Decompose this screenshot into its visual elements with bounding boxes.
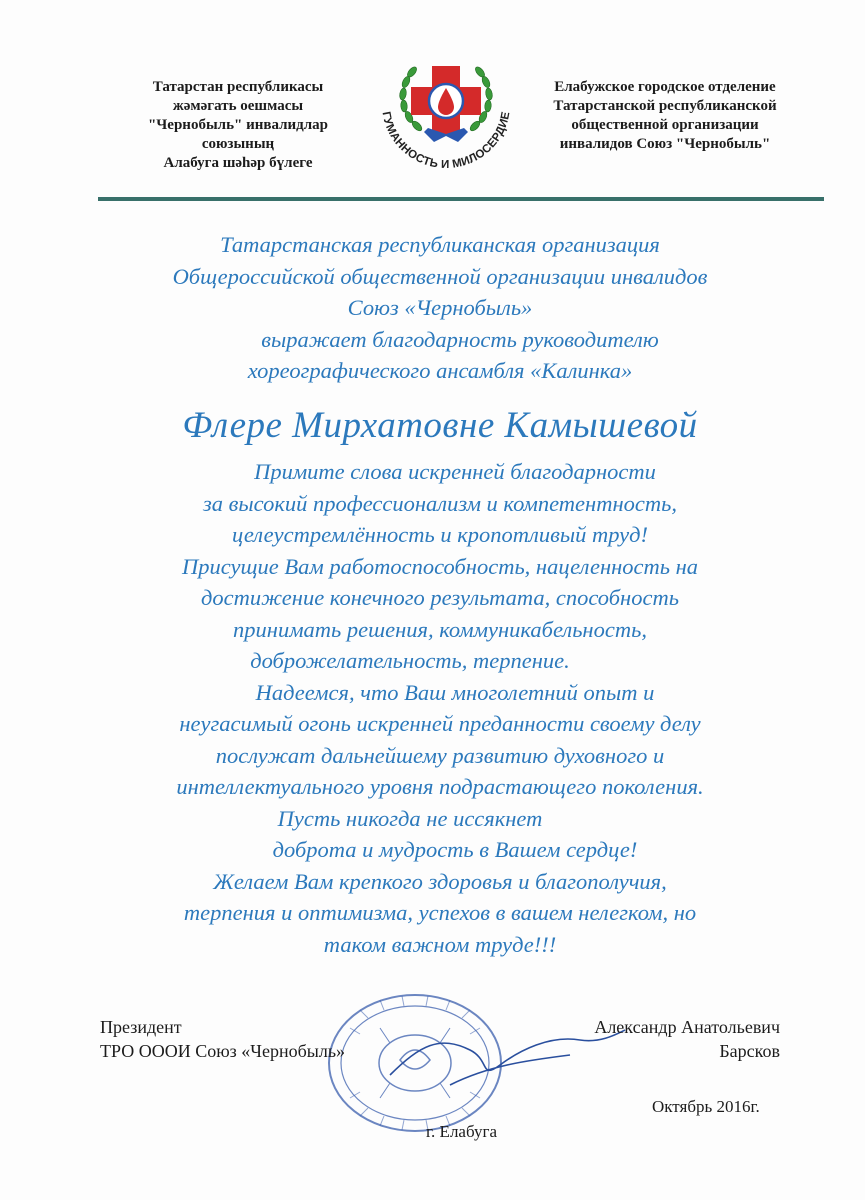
issue-date: Октябрь 2016г. <box>652 1097 760 1116</box>
header-tatar-line: Алабуга шәһәр бүлеге <box>163 155 313 171</box>
message-line: целеустремлённость и кропотливый труд! <box>232 522 648 547</box>
recipient-name: Флере Мирхатовне Камышевой <box>182 405 698 446</box>
message-line: Пусть никогда не иссякнет <box>277 805 543 831</box>
signatory-surname: Барсков <box>719 1041 780 1061</box>
message-line: принимать решения, коммуникабельность, <box>233 616 647 642</box>
logo-motto: ГУМАННОСТЬ И МИЛОСЕРДИЕ <box>379 110 513 172</box>
signatory-name <box>540 1015 780 1063</box>
message-paragraph <box>60 456 820 960</box>
intro-paragraph <box>60 229 820 387</box>
header-russian-line: общественной организации <box>571 117 759 133</box>
header-divider <box>98 197 824 201</box>
header-russian-line: Елабужское городское отделение <box>554 79 776 95</box>
position-organization: ТРО ОООИ Союз «Чернобыль» <box>100 1041 346 1061</box>
intro-line: Татарстанская республиканская организация <box>220 232 660 257</box>
message-line: Желаем Вам крепкого здоровья и благополучия, <box>213 868 667 894</box>
signatory-first-names: Александр Анатольевич <box>594 1017 780 1037</box>
header-tatar-line: союзының <box>201 136 275 152</box>
chernobyl-union-logo <box>368 52 524 202</box>
message-line: за высокий профессионализм и компетентность, <box>203 490 677 516</box>
issue-city: г. Елабуга <box>426 1122 497 1141</box>
header-russian-line: Татарстанской республиканской <box>553 98 777 114</box>
header-russian-line: инвалидов Союз "Чернобыль" <box>559 136 771 152</box>
message-line: Надеемся, что Ваш многолетний опыт и <box>255 679 655 705</box>
header-tatar-line: Татарстан республикасы <box>152 79 324 95</box>
intro-line: Общероссийской общественной организации инвалидов <box>172 263 708 289</box>
message-line: послужат дальнейшему развитию духовного и <box>215 742 665 768</box>
message-line: неугасимый огонь искренней преданности своему делу <box>179 711 701 736</box>
header-russian-block <box>520 78 810 154</box>
message-line: доброта и мудрость в Вашем сердце! <box>272 837 638 862</box>
message-line: достижение конечного результата, способность <box>201 585 679 610</box>
message-line: Присущие Вам работоспособность, нацеленность на <box>181 553 699 579</box>
intro-line: выражает благодарность руководителю <box>261 326 659 352</box>
position-title: Президент <box>100 1017 182 1037</box>
message-line: Примите слова искренней благодарности <box>254 459 656 484</box>
message-line: интеллектуального уровня подрастающего поколения. <box>176 774 704 799</box>
message-line: терпения и оптимизма, успехов в вашем нелегком, но <box>183 900 697 925</box>
header-tatar-line: "Чернобыль" инвалидлар <box>147 117 329 133</box>
header-tatar-line: жәмәгать оешмасы <box>172 98 304 114</box>
signatory-position <box>100 1015 345 1063</box>
intro-line: Союз «Чернобыль» <box>347 295 533 320</box>
message-line: доброжелательность, терпение. <box>250 648 570 673</box>
header-tatar-block <box>118 78 358 173</box>
intro-line: хореографического ансамбля «Калинка» <box>247 358 633 383</box>
message-line: таком важном труде!!! <box>323 931 557 957</box>
